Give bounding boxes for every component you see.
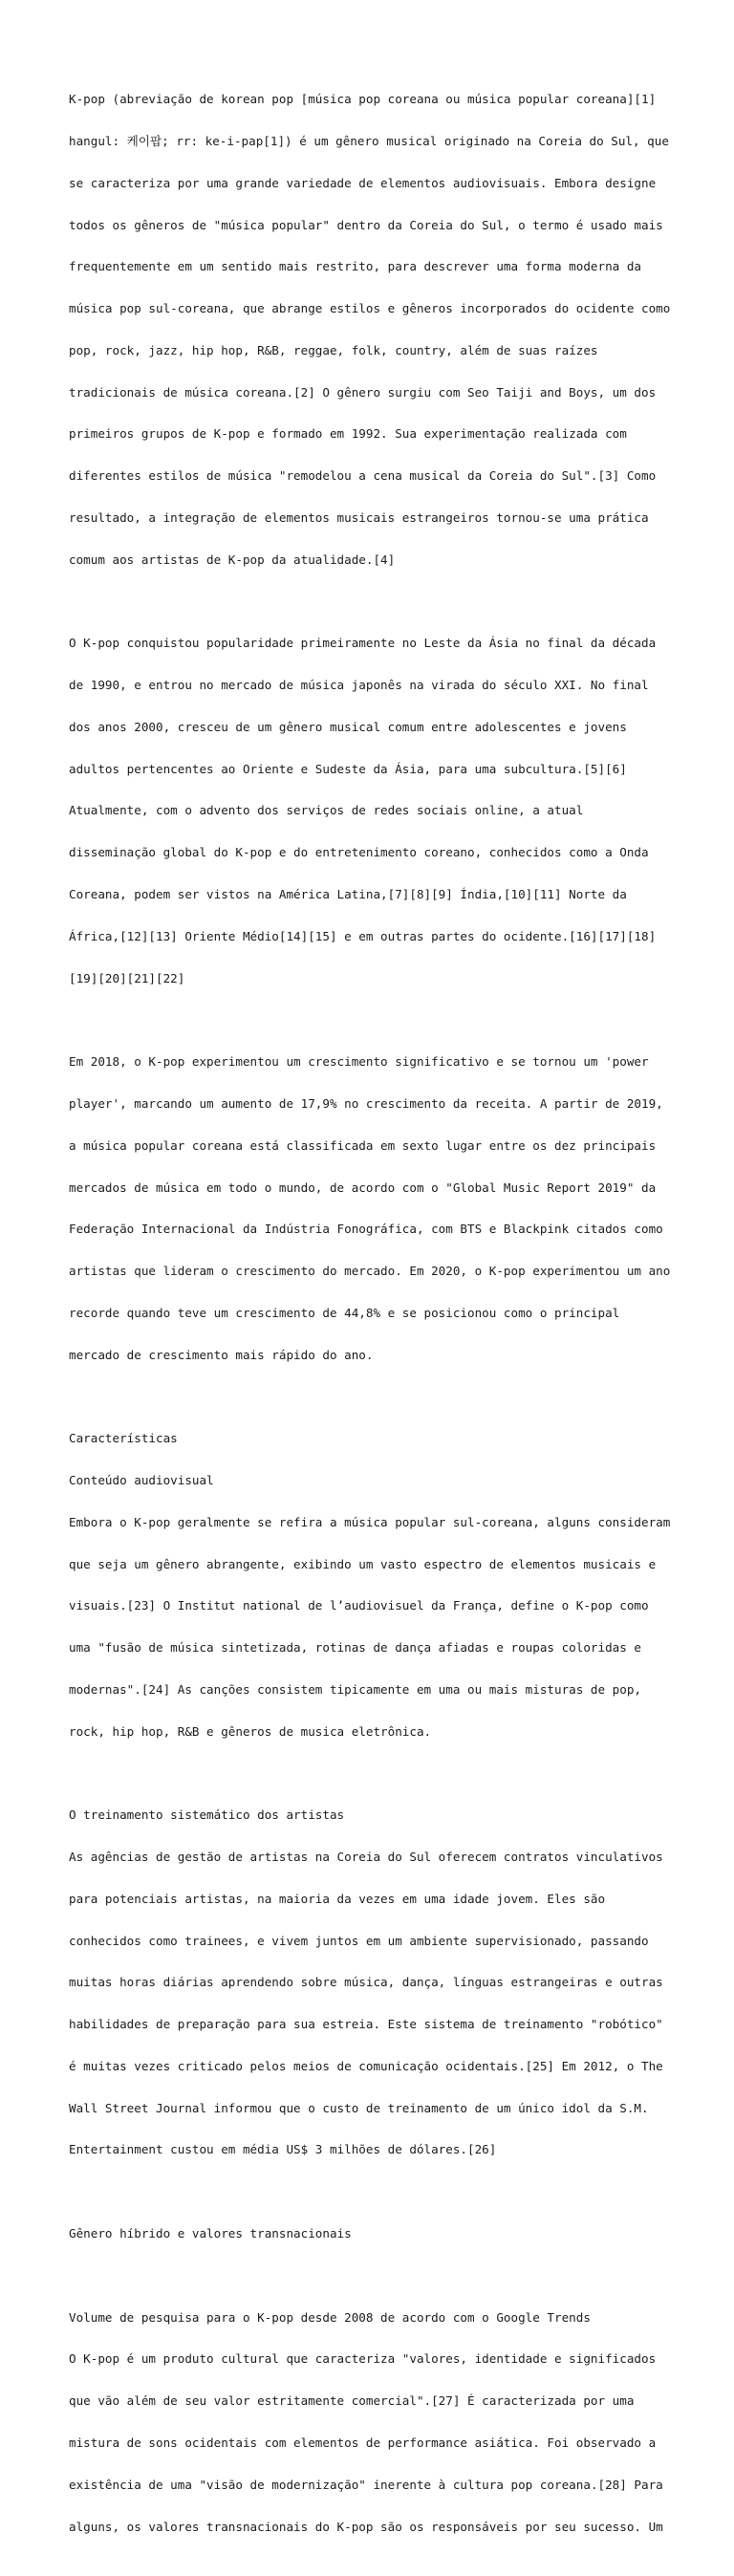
text-line: habilidades de preparação para sua estreia. Este sistema de treinamento "robótico" xyxy=(69,2017,663,2032)
text-line: hangul: 케이팝; rr: ke-i-pap[1]) é um gênero musical originado na Coreia do Sul, que xyxy=(69,133,669,148)
text-line: que vão além de seu valor estritamente comercial".[27] É caracterizada por uma xyxy=(69,2393,635,2409)
text-line: O K-pop é um produto cultural que caracteriza "valores, identidade e significados xyxy=(69,2351,657,2367)
text-line: que seja um gênero abrangente, exibindo um vasto espectro de elementos musicais e xyxy=(69,1556,657,1571)
text-line: resultado, a integração de elementos musicais estrangeiros tornou-se uma prática xyxy=(69,510,649,525)
text-line: comum aos artistas de K-pop da atualidade.[4] xyxy=(69,552,396,567)
text-line: alguns, os valores transnacionais do K-pop são os responsáveis por seu sucesso. Um xyxy=(69,2519,663,2534)
text-line: África,[12][13] Oriente Médio[14][15] e em outras partes do ocidente.[16][17][18] xyxy=(69,928,657,943)
subsection-heading: O treinamento sistemático dos artistas xyxy=(69,1808,345,1823)
text-line: dos anos 2000, cresceu de um gênero musical comum entre adolescentes e jovens xyxy=(69,719,627,734)
text-line: diferentes estilos de música "remodelou a cena musical da Coreia do Sul".[3] Como xyxy=(69,468,657,484)
text-line: conhecidos como trainees, e vivem juntos em um ambiente supervisionado, passando xyxy=(69,1933,649,1948)
text-line: player', marcando um aumento de 17,9% no crescimento da receita. A partir de 2019, xyxy=(69,1095,663,1111)
text-line: Wall Street Journal informou que o custo de treinamento de um único idol da S.M. xyxy=(69,2100,649,2115)
text-line: música pop sul-coreana, que abrange estilos e gêneros incorporados do ocidente como xyxy=(69,301,671,316)
text-line: mercado de crescimento mais rápido do ano. xyxy=(69,1347,374,1362)
text-line: todos os gêneros de "música popular" dentro da Coreia do Sul, o termo é usado mais xyxy=(69,217,663,232)
paragraph-intro xyxy=(69,65,671,595)
section-training xyxy=(69,1781,671,2185)
text-line: K-pop (abreviação de korean pop [música pop coreana ou música popular coreana][1] xyxy=(69,92,657,107)
text-line: artistas que lideram o crescimento do mercado. Em 2020, o K-pop experimentou um ano xyxy=(69,1264,671,1279)
text-line: uma "fusão de música sintetizada, rotinas de dança afiadas e roupas coloridas e xyxy=(69,1640,641,1656)
text-line: Em 2018, o K-pop experimentou um crescimento significativo e se tornou um 'power xyxy=(69,1054,649,1070)
section-hybrid-heading xyxy=(69,2199,671,2269)
figure-caption: Volume de pesquisa para o K-pop desde 2008 de acordo com o Google Trends xyxy=(69,2309,591,2325)
paragraph-popularity xyxy=(69,609,671,1013)
text-line: mistura de sons ocidentais com elementos de performance asiática. Foi observado a xyxy=(69,2435,657,2450)
document-page xyxy=(69,65,671,2576)
text-line: adultos pertencentes ao Oriente e Sudeste da Ásia, para uma subcultura.[5][6] xyxy=(69,761,627,776)
text-line: disseminação global do K-pop e do entretenimento coreano, conhecidos como a Onda xyxy=(69,845,649,860)
text-line: a música popular coreana está classificada em sexto lugar entre os dez principais xyxy=(69,1137,657,1153)
subsection-heading: Gênero híbrido e valores transnacionais xyxy=(69,2226,352,2241)
paragraph-growth xyxy=(69,1028,671,1390)
text-line: mercados de música em todo o mundo, de acordo com o "Global Music Report 2019" da xyxy=(69,1180,657,1195)
text-line: Coreana, podem ser vistos na América Latina,[7][8][9] Índia,[10][11] Norte da xyxy=(69,887,627,902)
text-line: modernas".[24] As canções consistem tipicamente em uma ou mais misturas de pop, xyxy=(69,1681,641,1697)
text-line: de 1990, e entrou no mercado de música japonês na virada do século XXI. No final xyxy=(69,678,649,693)
text-line: As agências de gestão de artistas na Coreia do Sul oferecem contratos vinculativos xyxy=(69,1850,663,1864)
text-line: Embora o K-pop geralmente se refira a música popular sul-coreana, alguns consideram xyxy=(69,1514,671,1529)
text-line: muitas horas diárias aprendendo sobre música, dança, línguas estrangeiras e outras xyxy=(69,1975,663,1990)
section-heading: Características xyxy=(69,1431,178,1446)
subsection-heading: Conteúdo audiovisual xyxy=(69,1472,214,1487)
text-line: tradicionais de música coreana.[2] O gênero surgiu com Seo Taiji and Boys, um dos xyxy=(69,384,657,400)
text-line: existência de uma "visão de modernização" inerente à cultura pop coreana.[28] Para xyxy=(69,2477,663,2492)
text-line: Federação Internacional da Indústria Fonográfica, com BTS e Blackpink citados como xyxy=(69,1222,663,1237)
text-line: primeiros grupos de K-pop e formado em 1992. Sua experimentação realizada com xyxy=(69,426,627,442)
text-line: visuais.[23] O Institut national de l’audiovisuel da França, define o K-pop como xyxy=(69,1598,649,1613)
text-line: para potenciais artistas, na maioria da vezes em uma idade jovem. Eles são xyxy=(69,1891,606,1906)
text-line: rock, hip hop, R&B e gêneros de musica eletrônica. xyxy=(69,1723,432,1739)
text-line: frequentemente em um sentido mais restrito, para descrever uma forma moderna da xyxy=(69,259,641,274)
section-characteristics xyxy=(69,1404,671,1766)
text-line: pop, rock, jazz, hip hop, R&B, reggae, folk, country, além de suas raízes xyxy=(69,342,598,357)
section-hybrid xyxy=(69,2283,671,2562)
text-line: Atualmente, com o advento dos serviços de redes sociais online, a atual xyxy=(69,803,584,818)
text-line: recorde quando teve um crescimento de 44,8% e se posicionou como o principal xyxy=(69,1305,620,1320)
text-line: se caracteriza por uma grande variedade de elementos audiovisuais. Embora designe xyxy=(69,175,657,190)
text-line: O K-pop conquistou popularidade primeiramente no Leste da Ásia no final da década xyxy=(69,636,657,651)
text-line: Entertainment custou em média US$ 3 milhões de dólares.[26] xyxy=(69,2142,497,2157)
text-line: [19][20][21][22] xyxy=(69,970,185,985)
text-line: é muitas vezes criticado pelos meios de comunicação ocidentais.[25] Em 2012, o The xyxy=(69,2058,663,2073)
